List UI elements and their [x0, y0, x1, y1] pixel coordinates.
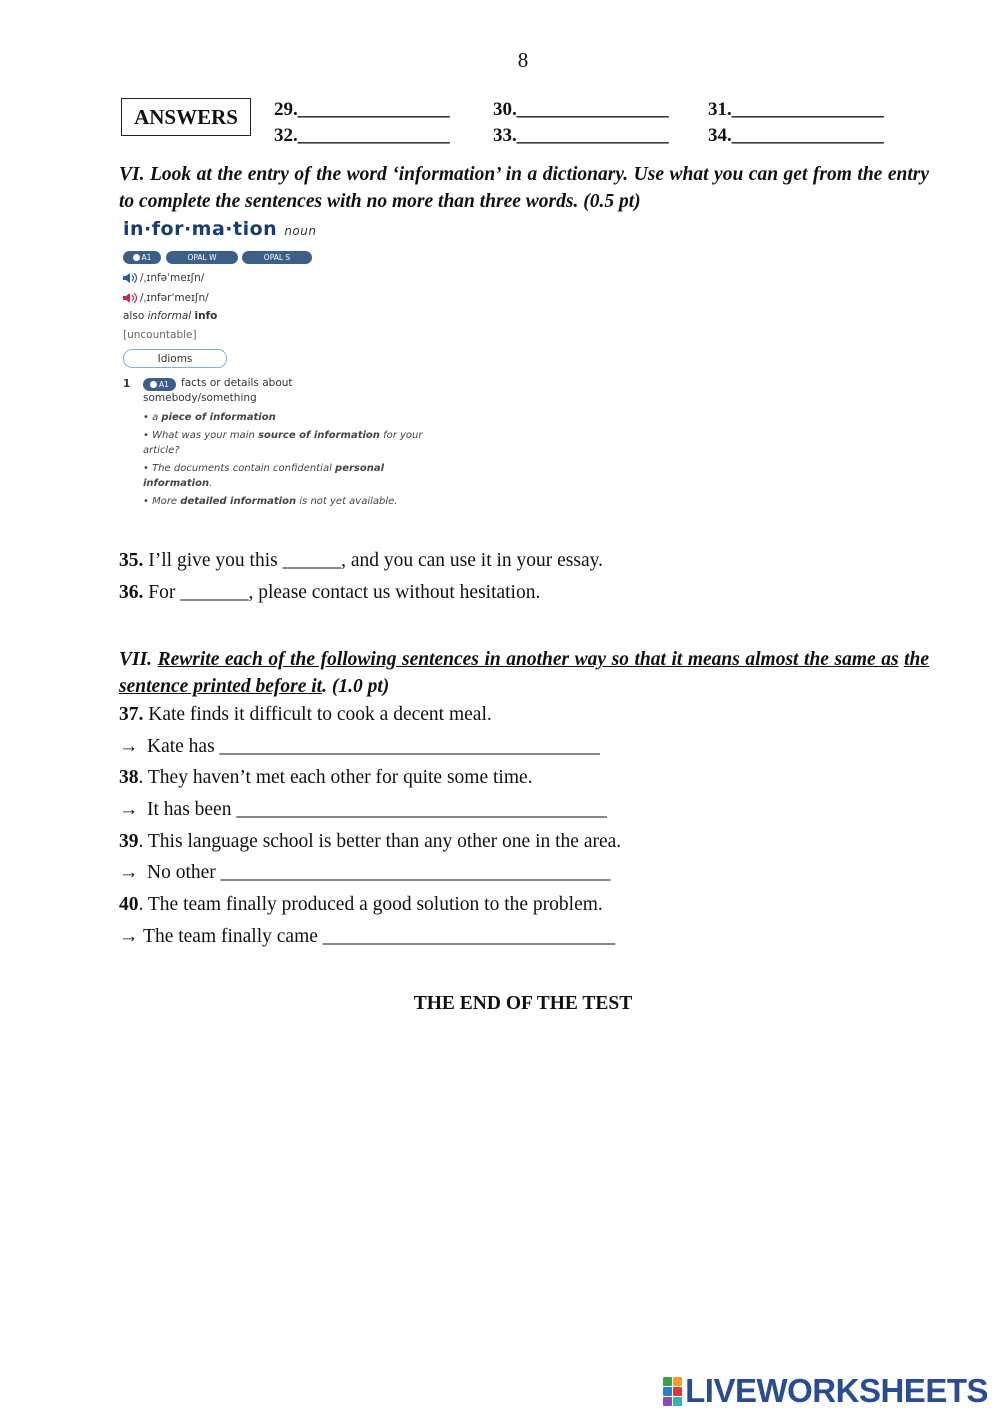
- question-39: 39. This language school is better than any other one in the area.: [119, 831, 622, 852]
- example-4: • More detailed information is not yet available.: [143, 496, 398, 507]
- question-38: 38. They haven’t met each other for quite some time.: [119, 767, 533, 788]
- sense-number: 1: [123, 378, 131, 390]
- grammar-label: [uncountable]: [123, 329, 197, 341]
- section-6-heading: VI. Look at the entry of the word ‘information’ in a dictionary. Use what you can get from the entry to complete the sentences with no more than three words. (0.5 pt): [119, 164, 929, 212]
- answer-38[interactable]: → It has been ______________________________________: [119, 799, 607, 820]
- answer-39[interactable]: → No other ________________________________________: [119, 862, 611, 883]
- answer-31[interactable]: 31.________________: [708, 99, 884, 120]
- end-of-test: THE END OF THE TEST: [413, 993, 633, 1014]
- answer-37[interactable]: → Kate has _______________________________________: [119, 736, 600, 757]
- headword-text: in·for·ma·tion: [123, 218, 278, 240]
- level-badge: A1: [123, 251, 161, 264]
- speaker-us-icon[interactable]: [123, 293, 137, 303]
- dictionary-headword: [123, 218, 316, 240]
- pron-uk-row: /ˌɪnfəˈmeɪʃn/: [123, 272, 204, 284]
- section-7-heading: VII. Rewrite each of the following sentences in another way so that it means almost the same as the sentence printed before it. (1.0 pt): [119, 649, 929, 697]
- opal-s-badge: OPAL S: [242, 251, 312, 264]
- example-2: • What was your main source of information for your article?: [143, 430, 423, 456]
- question-40: 40. The team finally produced a good solution to the problem.: [119, 894, 603, 915]
- answers-label-box: ANSWERS: [121, 98, 251, 136]
- part-of-speech: noun: [284, 224, 317, 238]
- answer-34[interactable]: 34.________________: [708, 125, 884, 146]
- answer-40[interactable]: → The team finally came ______________________________: [119, 926, 616, 947]
- speaker-uk-icon[interactable]: [123, 273, 137, 283]
- answer-30[interactable]: 30.________________: [493, 99, 669, 120]
- arrow-icon: →: [119, 736, 139, 757]
- definition-line-1: facts or details about: [181, 377, 293, 389]
- also-info-row: also informal info: [123, 310, 218, 322]
- definition-line-2: somebody/something: [143, 392, 257, 404]
- pron-us-row: /ˌɪnfərˈmeɪʃn/: [123, 292, 209, 304]
- answer-32[interactable]: 32.________________: [274, 125, 450, 146]
- question-35: 35. I’ll give you this ______, and you can use it in your essay.: [119, 550, 603, 571]
- liveworksheets-logo: LIVEWORKSHEETS: [663, 1372, 988, 1410]
- example-1: • a piece of information: [143, 412, 276, 423]
- answer-33[interactable]: 33.________________: [493, 125, 669, 146]
- arrow-icon: →: [119, 799, 139, 820]
- logo-icon: [663, 1377, 682, 1406]
- opal-w-badge: OPAL W: [166, 251, 238, 264]
- arrow-icon: →: [119, 926, 139, 947]
- page-number: 8: [517, 48, 529, 72]
- example-3: • The documents contain confidential personal information.: [143, 463, 385, 489]
- question-36: 36. For _______, please contact us without hesitation.: [119, 582, 541, 603]
- arrow-icon: →: [119, 862, 139, 883]
- sense-level-badge: A1: [143, 378, 176, 391]
- dictionary-entry: [123, 218, 453, 518]
- key-icon: [150, 381, 157, 388]
- idioms-button[interactable]: Idioms: [123, 349, 227, 368]
- answer-29[interactable]: 29.________________: [274, 99, 450, 120]
- question-37: 37. Kate finds it difficult to cook a decent meal.: [119, 704, 492, 725]
- key-icon: [133, 254, 140, 261]
